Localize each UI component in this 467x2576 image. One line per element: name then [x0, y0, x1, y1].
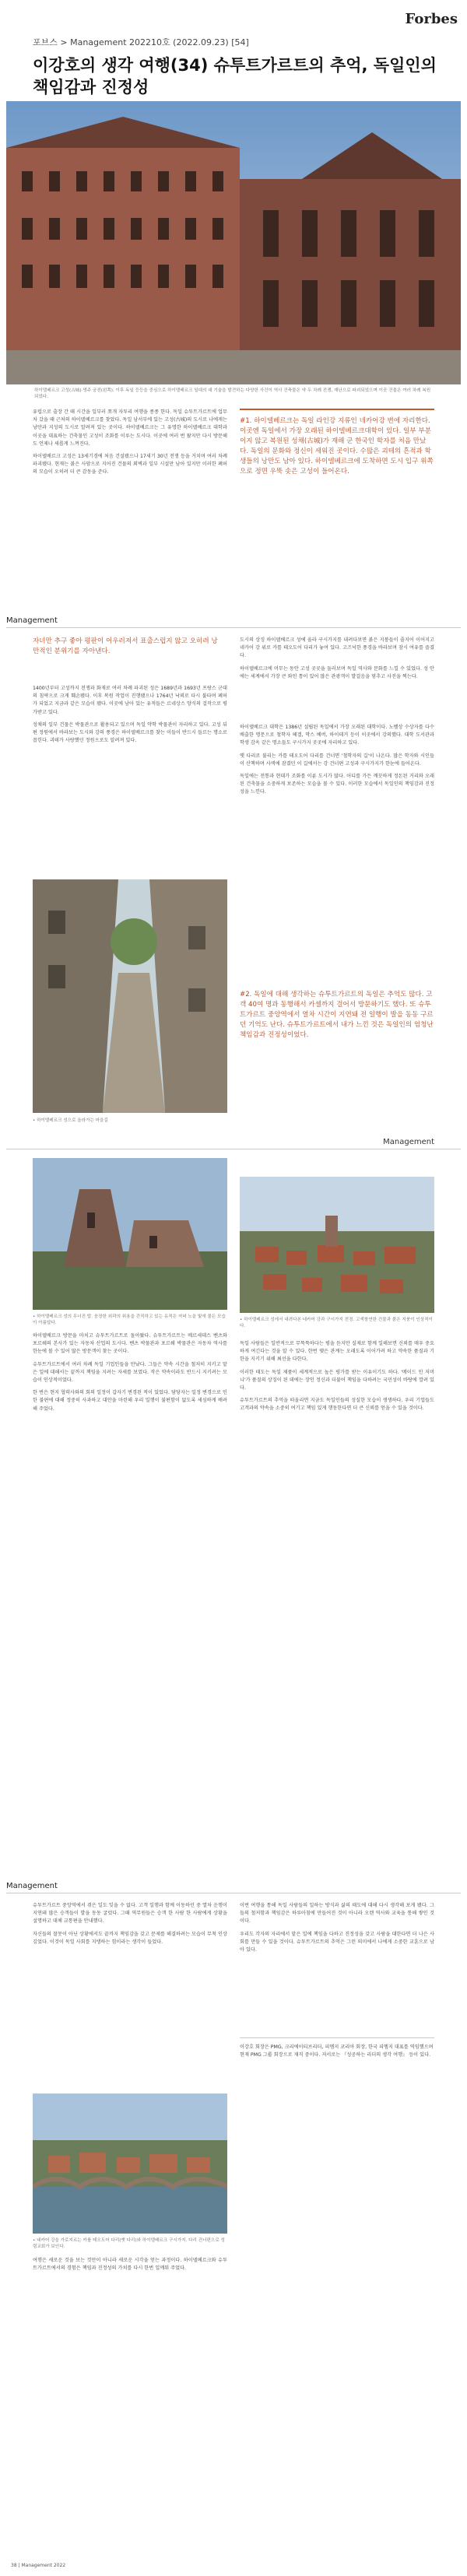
body-column-1-mid	[33, 685, 227, 749]
body-column-1-bottom	[33, 1902, 227, 1951]
article-title: 이강호의 생각 여행(34) 슈투트가르트의 추억, 독일인의 책임감과 진정성	[33, 56, 437, 97]
street-photo	[33, 879, 227, 1113]
paragraph: 성채의 일부 건물은 박물관으로 활용되고 있으며 독일 약학 박물관이 자리하고 있다. 고성 뒤편 정원에서 바라보는 도시와 강의 풍경은 하이델베르크를 찾는 이들이 반드시 들르는 명소로 꼽힌다. 괴테가 사랑했던 정원으로도 알려져 있다.	[33, 721, 227, 744]
sub-heading: 자녀만 추구 좋아 평판이 어우러져서 표출스럽지 않고 오히려 낭만적인 분위기를 자아낸다.	[33, 637, 218, 655]
paragraph: 슈투트가르트 중앙역에서 겪은 일도 잊을 수 없다. 고객 일행과 함께 이동하던 중 열차 운행이 지연돼 많은 승객들이 발을 동동 굴렀다. 그때 역무원들은 승객 한 사람 한 사람에게 상황을 설명하고 대체 교통편을 안내했다.	[33, 1903, 227, 1925]
paragraph: 독일에는 전통과 현대가 조화를 이룬 도시가 많다. 어디를 가든 깨끗하게 정돈된 거리와 오래된 건축물을 소중하게 보존하는 모습을 볼 수 있다. 이러한 모습에서 독일인의 책임감과 진정성을 느낀다.	[240, 774, 434, 795]
section-label: Management	[6, 616, 58, 625]
paragraph: 1400년부터 고성까지 전쟁과 화재로 여러 차례 파괴된 성은 1689년과 1693년 프랑스 군대의 침략으로 크게 훼손됐다. 이후 복원 작업이 진행됐으나 1764년 낙뢰로 다시 불타며 폐허가 되었고 지금과 같은 모습이 됐다. 이곳에 남아 있는 유적들은 르네상스 양식의 걸작으로 평가받고 있다.	[33, 686, 227, 715]
paragraph: 하이델베르크 대학은 1386년 설립된 독일에서 가장 오래된 대학이다. 노벨상 수상자를 다수 배출한 명문으로 철학자 헤겔, 막스 베버, 하이데거 등이 이곳에서 강의했다. 대학 도서관과 학생 감옥 같은 명소들도 구시가지 곳곳에 자리하고 있다.	[240, 725, 434, 746]
paragraph: 하이델베르크 고성은 13세기경에 처음 건설됐으나 17세기 30년 전쟁 등을 거치며 여러 차례 파괴됐다. 현재는 붉은 사암으로 지어진 건물의 외벽과 일부 시설만 남아 있지만 이러한 폐허의 모습이 오히려 더 큰 감동을 준다.	[33, 454, 227, 476]
photo-caption-1: 하이델베르크 고성(古城)·영주 궁전(왼쪽). 이후 독일 등등을 중심으로 하이델베르크 일대의 대 기술을 발견하는 다양한 사건이 역사 건축물은 약 두 차례 전쟁, 재난으로 파괴되었으며 이곳 건물은 여러 차례 복원되었다.	[34, 388, 431, 399]
paragraph: 이러한 태도는 독일 제품이 세계적으로 높은 평가를 받는 이유이기도 하다. '메이드 인 저머니'가 품질의 상징이 된 데에는 장인 정신과 더불어 책임을 다하려는 국민성이 바탕에 깔려 있다.	[240, 1369, 434, 1392]
paragraph: 독일 사람들은 일반적으로 무뚝뚝하다는 평을 듣지만 실제로 함께 일해보면 신뢰를 매우 중요하게 여긴다는 것을 알 수 있다. 한번 맺은 관계는 오래도록 이어가려 하고 약속한 품질과 기한을 지키기 위해 최선을 다한다.	[240, 1341, 434, 1363]
castle-photo	[6, 101, 461, 384]
author-bio: 이강호 회장은 PMG, 크리에이티브리더, 피엠지 코리아 회장, 한국 피엠지 대표를 역임했으며 현재 PMG 그룹 회장으로 재직 중이다. 저서로는 『성공하는 리더의 생각 여행』 등이 있다.	[240, 2044, 434, 2058]
photo-caption-3: • 하이델베르크 성의 무너진 탑. 웅장한 외곽의 위용을 간직하고 있는 유적은 저녁 노을 빛에 물든 모습이 아름답다.	[33, 1314, 226, 1325]
bio-divider	[240, 2037, 434, 2038]
bridge-town-photo	[33, 2093, 227, 2234]
paragraph: 옛 다리로 불리는 카를 테오도어 다리를 건너면 '철학자의 길'이 나온다. 많은 학자와 시인들이 산책하며 사색에 잠겼던 이 길에서는 강 건너편 고성과 구시가지가 한눈에 들어온다.	[240, 753, 434, 767]
photo-caption-2: • 하이델베르크 성으로 올라가는 마을길	[33, 1118, 108, 1123]
paragraph: 여행은 새로운 것을 보는 것만이 아니라 새로운 시각을 얻는 과정이다. 하이델베르크와 슈투트가르트에서의 경험은 책임과 진정성의 가치를 다시 한번 일깨워 주었다.	[33, 2258, 227, 2272]
paragraph: 슈투트가르트의 추억을 떠올리면 지금도 독일인들의 성실한 모습이 생생하다. 우리 기업들도 고객과의 약속을 소중히 여기고 책임 있게 행동한다면 더 큰 신뢰를 얻을 수 있을 것이다.	[240, 1398, 434, 1412]
pull-quote-2	[240, 990, 434, 1041]
paragraph: 하이델베르크 방문을 마치고 슈투트가르트로 돌아왔다. 슈투트가르트는 메르세데스 벤츠와 포르쉐의 본사가 있는 자동차 산업의 도시다. 벤츠 박물관과 포르쉐 박물관은 자동차 역사를 한눈에 볼 수 있어 많은 방문객이 찾는 곳이다.	[33, 1333, 227, 1355]
paragraph: 우리도 각자의 자리에서 맡은 일에 책임을 다하고 진정성을 갖고 사람을 대한다면 더 나은 사회를 만들 수 있을 것이다. 슈투트가르트의 추억은 그런 의미에서 나에게 소중한 교훈으로 남아 있다.	[240, 1931, 434, 1953]
section-label-right: Management	[383, 1138, 434, 1146]
body-column-1-low	[33, 1332, 227, 1418]
section-divider	[6, 627, 461, 628]
paragraph: 하이델베르크에 머무는 동안 고성 곳곳을 둘러보며 독일 역사와 문화를 느낄 수 있었다. 성 안에는 세계에서 가장 큰 와인 통이 있어 많은 관광객이 발걸음을 멈추고 사진을 찍는다.	[240, 665, 434, 679]
pull-quote-rule	[240, 409, 434, 410]
pull-quote-text: #1. 하이델베르크는 독일 라인강 지류인 네카어강 변에 자리한다. 이곳엔 독일에서 가장 오래된 하이델베르크대학이 있다. 일부 부분이지 않고 복원된 성채(古城)가 재해 군 한국인 학자를 처음 만났다. 독일의 문화와 정신이 세워진 곳이다. 수많은 괴테의 흔적과 학생들의 낭만도 남아 있다. 하이델베르크에 도착하면 도시 입구 위쪽으로 정면 우뚝 솟은 고성이 들어온다.	[240, 417, 434, 476]
body-column-2-mid	[240, 724, 434, 802]
panorama-photo	[240, 1177, 434, 1313]
paragraph: 한 번은 현지 협력사와의 회의 일정이 갑자기 변경된 적이 있었다. 담당자는 일정 변경으로 인한 불편에 대해 정중히 사과하고 대안을 마련해 우리 일행이 불편함이 없도록 세심하게 배려해 주었다.	[33, 1390, 227, 1412]
pull-quote-1	[240, 409, 434, 477]
paragraph: 이번 여행을 통해 독일 사람들의 일하는 방식과 삶의 태도에 대해 다시 생각해 보게 됐다. 그들의 철저함과 책임감은 하루아침에 만들어진 것이 아니라 오랜 역사와 교육을 통해 쌓인 것이다.	[240, 1903, 434, 1925]
body-column-1-end	[33, 2257, 227, 2277]
paragraph: 자신들의 잘못이 아닌 상황에서도 끝까지 책임감을 갖고 문제를 해결하려는 모습이 무척 인상 깊었다. 이것이 독일 사회를 지탱하는 힘이라는 생각이 들었다.	[33, 1931, 227, 1945]
forbes-logo[interactable]: Forbes	[405, 11, 458, 27]
paragraph: 도시의 상징 하이델베르크 성에 올라 구시가지를 내려다보면 붉은 지붕들이 줄지어 이어지고 네카어 강 위로 카를 테오도어 다리가 놓여 있다. 고즈넉한 풍경을 바라보며 잠시 여유를 즐겼다.	[240, 637, 434, 659]
paragraph: 유럽으로 출장 간 때 시간을 일부러 쪼개 자투리 여행을 종종 한다. 독일 슈투트가르트에 업무 차 갔을 때 근처의 하이델베르크를 찾았다. 독일 남서부에 있는 고성(古城)의 도시로 나에게는 낭만과 지성의 도시로 알려져 있는 곳이다. 하이델베르크는 그 유명한 하이델베르크 대학과 이곳을 대표하는 건축물인 고성이 조화를 이루는 도시다. 이곳에 여러 번 왔지만 다시 방문해도 언제나 새롭게 느껴진다.	[33, 409, 228, 447]
pull-quote-text: #2. 독일에 대해 생각하는 슈투트가르트의 독일은 추억도 많다. 고객 40여 명과 동행해서 카셀까지 걸어서 방문하기도 했다. 또 슈투트가르트 중앙역에서 열차 시간이 지연돼 전 일행이 발을 동동 구르던 기억도 난다. 슈투트가르트에서 내가 느낀 것은 독일인의 엄청난 책임감과 진정성이었다.	[240, 991, 434, 1039]
body-column-2-top	[240, 637, 434, 686]
breadcrumb[interactable]: 포브스 > Management 202210호 (2022.09.23) [54]	[33, 37, 249, 47]
ruin-photo	[33, 1158, 227, 1310]
photo-caption-4: • 하이델베르크 성에서 내려다본 네카어 강과 구시가지 전경. 고색창연한 건물과 붉은 지붕이 인상적이다.	[240, 1318, 433, 1328]
photo-caption-5: • 네카어 강을 가로지르는 카를 테오도어 다리(옛 다리)와 하이델베르크 구시가지. 다리 건너편으로 성령교회가 보인다.	[33, 2238, 225, 2249]
page-footer: 38 | Management 2022	[11, 2563, 66, 2568]
body-column-2-low	[240, 1340, 434, 1418]
section-label-bottom: Management	[6, 1882, 58, 1890]
paragraph: 슈투트가르트에서 여러 차례 독일 기업인들을 만났다. 그들은 약속 시간을 철저히 지키고 맡은 일에 대해서는 끝까지 책임을 지려는 자세를 보였다. 작은 약속이라도 반드시 지키려는 모습이 인상적이었다.	[33, 1361, 227, 1384]
body-column-1	[33, 409, 227, 482]
body-column-2-bottom	[240, 1902, 434, 1959]
